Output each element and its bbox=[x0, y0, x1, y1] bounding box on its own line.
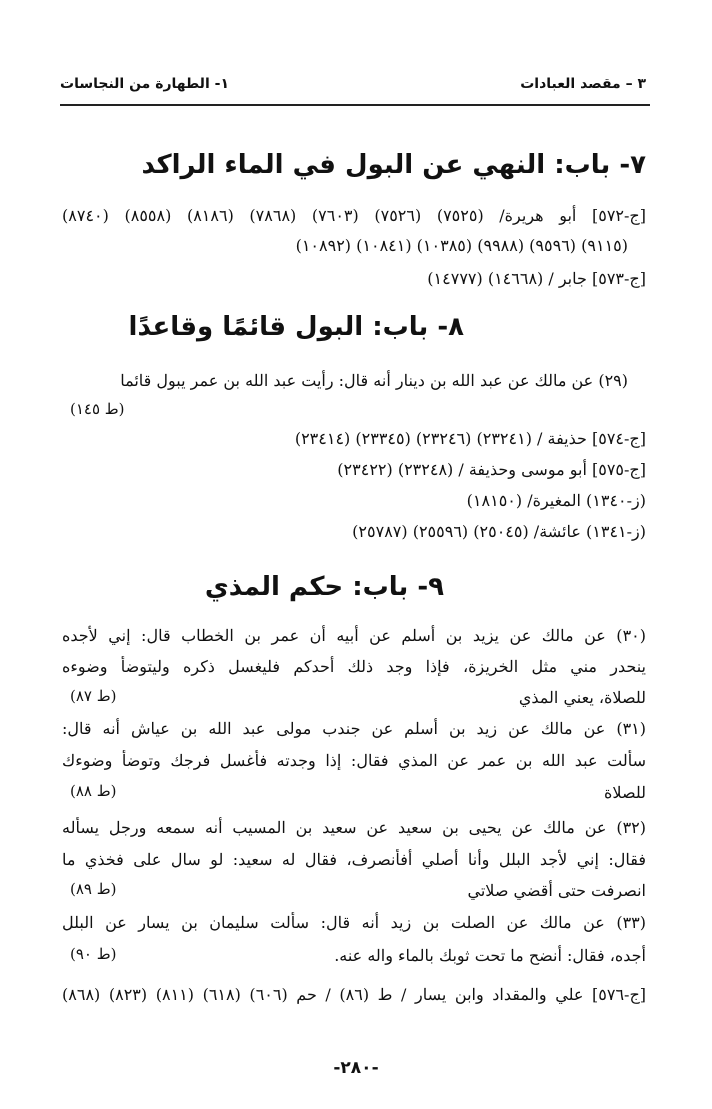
hadith-30-line: للصلاة، يعني المذي bbox=[518, 688, 646, 707]
hadith-31-line: للصلاة bbox=[604, 783, 646, 802]
hadith-32-line: فقال: إني لأجد البلل وأنا أصلي أفأنصرف، فقال له سعيد: لو سال على فخذي ما bbox=[62, 850, 646, 869]
hadith-31-line: سألت عبد الله بن عمر عن المذي فقال: إذا وجدته فأغسل فرجك وتوضأ وضوءك bbox=[62, 751, 646, 770]
section-title-9: ٩- باب: حكم المذي bbox=[204, 572, 444, 602]
hadith-33-line: (٣٣) عن مالك عن الصلت بن زيد أنه قال: سألت سليمان بن يسار عن البلل bbox=[62, 913, 646, 932]
hadith-32-ref: (ط ٨٩) bbox=[70, 880, 117, 898]
hadith-30-line: (٣٠) عن مالك عن يزيد بن أسلم عن أبيه أن عمر بن الخطاب قال: إني لأجده bbox=[62, 626, 646, 645]
ref-line: [ج-٥٧٣] جابر / (١٤٦٦٨) (١٤٧٧٧) bbox=[427, 269, 646, 288]
ref-line: [ج-٥٧٢] أبو هريرة/ (٧٥٢٥) (٧٥٢٦) (٧٦٠٣) (٧٨٦٨) (٨١٨٦) (٨٥٥٨) (٨٧٤٠) bbox=[62, 206, 646, 225]
ref-line: (٩١١٥) (٩٥٩٦) (٩٩٨٨) (١٠٣٨٥) (١٠٨٤١) (١٠٨٩٢) bbox=[295, 236, 628, 255]
page-number: -٢٨٠- bbox=[333, 1058, 379, 1078]
hadith-32-line: (٣٢) عن مالك عن يحيى بن سعيد عن سعيد بن المسيب أنه سمعه ورجل يسأله bbox=[62, 818, 646, 837]
hadith-30-line: ينحدر مني مثل الخريزة، فإذا وجد ذلك أحدكم فليغسل ذكره وليتوضأ وضوءه bbox=[62, 657, 646, 676]
hadith-32-line: انصرفت حتى أقضي صلاتي bbox=[467, 881, 646, 900]
hadith-30-ref: (ط ٨٧) bbox=[70, 687, 117, 705]
ref-line-576: [ج-٥٧٦] علي والمقداد وابن يسار / ط (٨٦) / حم (٦٠٦) (٦١٨) (٨١١) (٨٢٣) (٨٦٨) bbox=[62, 985, 646, 1004]
hadith-31-ref: (ط ٨٨) bbox=[70, 782, 117, 800]
header-chapter: ٣ – مقصد العبادات bbox=[520, 76, 646, 92]
hadith-31-line: (٣١) عن مالك عن زيد بن أسلم عن جندب مولى عبد الله بن عياش أنه قال: bbox=[62, 719, 646, 738]
ref-line: (ز-١٣٤٠) المغيرة/ (١٨١٥٠) bbox=[466, 491, 646, 510]
hadith-33-line: أجده، فقال: أنضح ما تحت ثوبك بالماء واله عنه. bbox=[334, 946, 646, 965]
hadith-29: (٢٩) عن مالك عن عبد الله بن دينار أنه قال: رأيت عبد الله بن عمر يبول قائما bbox=[120, 371, 628, 390]
section-title-7: ٧- باب: النهي عن البول في الماء الراكد bbox=[141, 150, 646, 180]
hadith-33-ref: (ط ٩٠) bbox=[70, 945, 117, 963]
running-header bbox=[60, 76, 646, 92]
header-divider bbox=[60, 104, 650, 106]
header-section: ١- الطهارة من النجاسات bbox=[60, 76, 229, 92]
hadith-29-ref: (ط ١٤٥) bbox=[70, 400, 125, 418]
ref-line: [ج-٥٧٥] أبو موسى وحذيفة / (٢٣٢٤٨) (٢٣٤٢٢) bbox=[337, 460, 646, 479]
section-title-8: ٨- باب: البول قائمًا وقاعدًا bbox=[128, 312, 464, 342]
ref-line: [ج-٥٧٤] حذيفة / (٢٣٢٤١) (٢٣٢٤٦) (٢٣٣٤٥) (٢٣٤١٤) bbox=[294, 429, 646, 448]
ref-line: (ز-١٣٤١) عائشة/ (٢٥٠٤٥) (٢٥٥٩٦) (٢٥٧٨٧) bbox=[352, 522, 646, 541]
